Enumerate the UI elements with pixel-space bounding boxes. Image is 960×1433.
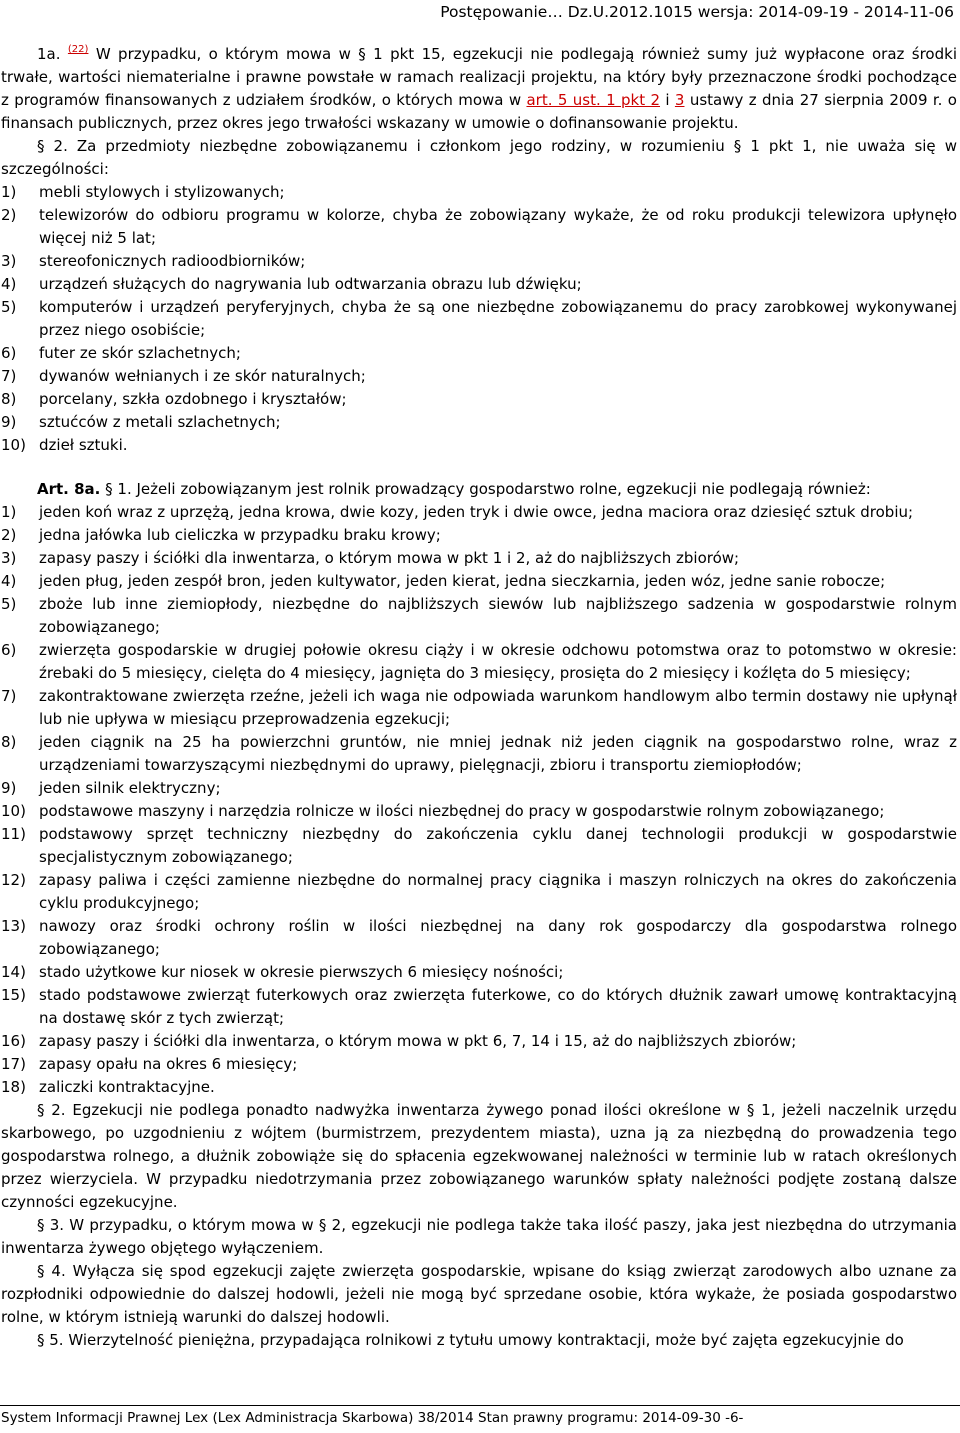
list-number: 14) xyxy=(1,963,26,981)
art-8a-heading xyxy=(1,478,957,501)
list-number: 5) xyxy=(1,298,17,316)
list-text: zapasy paszy i ściółki dla inwentarza, o którym mowa w pkt 1 i 2, aż do najbliższych zbiorów; xyxy=(39,549,740,567)
section-sign: § xyxy=(37,1331,45,1349)
list-number: 7) xyxy=(1,687,17,705)
list-number: 11) xyxy=(1,825,26,843)
list-text: stereofonicznych radioodbiorników; xyxy=(39,252,306,270)
text: 4. Wyłącza się spod egzekucji zajęte zwierzęta gospodarskie, wpisane do ksiąg zwierząt zarodowych albo uznane za rozpłodniki odpowiednie do dalszej hodowli, jeżeli nie mogą być sprzedane osobie, która wykaże, że posiada gospodarstwo rolne, w którym istnieją warunki do dalszej hodowli. xyxy=(1,1262,957,1326)
list-item xyxy=(1,869,957,915)
list-text: zaliczki kontraktacyjne. xyxy=(39,1078,215,1096)
list-item xyxy=(1,547,957,570)
list-text: dywanów wełnianych i ze skór naturalnych; xyxy=(39,367,366,385)
footer-divider xyxy=(0,1405,960,1406)
list-text: porcelany, szkła ozdobnego i kryształów; xyxy=(39,390,347,408)
paragraph-number: 1a. xyxy=(37,45,61,63)
list-item xyxy=(1,181,957,204)
list-text: stado podstawowe zwierząt futerkowych oraz zwierzęta futerkowe, co do których dłużnik zawarł umowę kontraktacyjną na dostawę skór z tych zwierząt; xyxy=(39,986,957,1027)
list-item xyxy=(1,365,957,388)
list-number: 16) xyxy=(1,1032,26,1050)
list-item xyxy=(1,388,957,411)
section-sign: § xyxy=(318,1216,327,1234)
list-number: 4) xyxy=(1,275,17,293)
list-number: 3) xyxy=(1,549,17,567)
article-title: Art. 8a. xyxy=(37,480,101,498)
document-footer: System Informacji Prawnej Lex (Lex Administracja Skarbowa) 38/2014 Stan prawny programu: 2014-09-30 -6- xyxy=(1,1410,744,1426)
list-text: jeden silnik elektryczny; xyxy=(39,779,221,797)
text: 1. Jeżeli zobowiązanym jest rolnik prowadzący gospodarstwo rolne, egzekucji nie podlegają również: xyxy=(112,480,871,498)
list-item xyxy=(1,434,957,457)
footnote-link[interactable]: (22) xyxy=(67,44,89,55)
list-item xyxy=(1,411,957,434)
list-number: 13) xyxy=(1,917,26,935)
list-text: urządzeń służących do nagrywania lub odtwarzania obrazu lub dźwięku; xyxy=(39,275,582,293)
text: 2, egzekucji nie podlega także taka ilość paszy, jaka jest niezbędna do utrzymania inwentarza żywego objętego wyłączeniem. xyxy=(1,1216,957,1257)
list-item xyxy=(1,777,957,800)
list-item xyxy=(1,823,957,869)
list-number: 9) xyxy=(1,413,17,431)
text: 5. Wierzytelność pieniężna, przypadająca rolnikowi z tytułu umowy kontraktacji, może być zajęta egzekucyjnie do xyxy=(44,1331,904,1349)
list-number: 1) xyxy=(1,183,17,201)
paragraph-2 xyxy=(1,135,957,181)
text: 1 pkt 1, nie uważa się w szczególności: xyxy=(1,137,957,178)
list-item xyxy=(1,250,957,273)
list-item xyxy=(1,273,957,296)
text: 3. W przypadku, o którym mowa w xyxy=(44,1216,319,1234)
list-item xyxy=(1,1053,957,1076)
list-number: 2) xyxy=(1,526,17,544)
list-text: zapasy opału na okres 6 miesięcy; xyxy=(39,1055,298,1073)
pkt-3-link[interactable]: 3 xyxy=(674,91,685,109)
list-text: zwierzęta gospodarskie w drugiej połowie okresu ciąży i w okresie odchowu potomstwa oraz to potomstwo w okresie: źrebaki do 5 miesięcy, cielęta do 4 miesięcy, jagnięta do 3 miesięcy, prosięta do 2 miesięcy i koźlęta do 5 miesięcy; xyxy=(39,641,957,682)
list-number: 8) xyxy=(1,390,17,408)
text: W przypadku, o którym mowa w xyxy=(88,45,359,63)
list-item xyxy=(1,342,957,365)
text: 2. Egzekucji nie podlega ponadto nadwyżka inwentarza żywego ponad ilości określone w xyxy=(44,1101,747,1119)
list-text: stado użytkowe kur niosek w okresie pierwszych 6 miesięcy nośności; xyxy=(39,963,564,981)
list-number: 6) xyxy=(1,344,17,362)
list-number: 3) xyxy=(1,252,17,270)
art-5-link[interactable]: art. 5 ust. 1 pkt 2 xyxy=(526,91,661,109)
list-number: 1) xyxy=(1,503,17,521)
paragraph-s3 xyxy=(1,1214,957,1260)
list-text: dzieł sztuki. xyxy=(39,436,128,454)
list-text: jeden ciągnik na 25 ha powierzchni gruntów, nie mniej jednak niż jeden ciągnik na gospodarstwo rolne, wraz z urządzeniami towarzyszącymi niezbędnymi do uprawy, pielęgnacji, zbioru i transportu ziemiopłodów; xyxy=(39,733,957,774)
paragraph-s4 xyxy=(1,1260,957,1329)
list-item xyxy=(1,915,957,961)
list-number: 7) xyxy=(1,367,17,385)
section-sign: § xyxy=(746,1101,755,1119)
text: 1, jeżeli naczelnik urzędu skarbowego, po uzgodnieniu z wójtem (burmistrzem, prezydentem miasta), uzna ją za niezbędną do prowadzenia tego gospodarstwa rolnego, a dłużnik zobowiąże się do spłacenia egzekwowanej należności w terminie lub w ratach określonych przez wierzyciela. W przypadku niedotrzymania przez zobowiązanego warunków spłaty należności podjęte zostaną dalsze czynności egzekucyjne. xyxy=(1,1101,957,1211)
text: 2. Za przedmioty niezbędne zobowiązanemu i członkom jego rodziny, w rozumieniu xyxy=(44,137,734,155)
list-number: 10) xyxy=(1,802,26,820)
list-item xyxy=(1,296,957,342)
section-sign: § xyxy=(105,480,113,498)
paragraph-s5 xyxy=(1,1329,957,1352)
list-number: 6) xyxy=(1,641,17,659)
document-body xyxy=(1,38,957,1352)
list-number: 5) xyxy=(1,595,17,613)
list-item xyxy=(1,1076,957,1099)
list-text: nawozy oraz środki ochrony roślin w ilości niezbędnej na dany rok gospodarczy dla gospodarstwa rolnego zobowiązanego; xyxy=(39,917,957,958)
list-text: podstawowe maszyny i narzędzia rolnicze w ilości niezbędnej do pracy w gospodarstwie rolnym zobowiązanego; xyxy=(39,802,885,820)
section-sign: § xyxy=(37,137,45,155)
list-text: jeden pług, jeden zespół bron, jeden kultywator, jeden kierat, jedna sieczkarnia, jeden wóz, jedne sanie robocze; xyxy=(39,572,886,590)
spacer xyxy=(1,457,957,478)
list-text: jeden koń wraz z uprzężą, jedna krowa, dwie kozy, jeden tryk i dwie owce, jedna maciora oraz dziesięć sztuk drobiu; xyxy=(39,503,914,521)
list-text: futer ze skór szlachetnych; xyxy=(39,344,241,362)
paragraph-s2 xyxy=(1,1099,957,1214)
list-1 xyxy=(1,181,957,457)
list-number: 2) xyxy=(1,206,17,224)
paragraph-1a xyxy=(1,38,957,135)
list-item xyxy=(1,501,957,524)
list-text: sztućców z metali szlachetnych; xyxy=(39,413,281,431)
list-number: 10) xyxy=(1,436,26,454)
list-text: mebli stylowych i stylizowanych; xyxy=(39,183,285,201)
list-item xyxy=(1,731,957,777)
list-item xyxy=(1,984,957,1030)
list-item xyxy=(1,204,957,250)
list-text: telewizorów do odbioru programu w kolorze, chyba że zobowiązany wykaże, że od roku produkcji telewizora upłynęło więcej niż 5 lat; xyxy=(39,206,957,247)
list-number: 9) xyxy=(1,779,17,797)
list-text: jedna jałówka lub cieliczka w przypadku braku krowy; xyxy=(39,526,441,544)
list-item xyxy=(1,800,957,823)
section-sign: § xyxy=(37,1262,45,1280)
list-text: podstawowy sprzęt techniczny niezbędny do zakończenia cyklu danej technologii produkcji w gospodarstwie specjalistycznym zobowiązanego; xyxy=(39,825,957,866)
document-header: Postępowanie… Dz.U.2012.1015 wersja: 2014-09-19 - 2014-11-06 xyxy=(440,3,954,21)
list-text: zboże lub inne ziemiopłody, niezbędne do najbliższych siewów lub najbliższego sadzenia w gospodarstwie rolnym zobowiązanego; xyxy=(39,595,957,636)
list-number: 8) xyxy=(1,733,17,751)
text: ustawy z dnia 27 sierpnia 2009 r. o finansach publicznych, przez okres jego trwałości wskazany w umowie o dofinansowanie projektu. xyxy=(1,91,957,132)
text: 1 pkt 15, egzekucji nie podlegają również sumy już wypłacone oraz środki trwałe, wartości niematerialne i prawne powstałe w ramach realizacji projektu, na który były przeznaczone środki pochodzące z programów finansowanych z udziałem środków, o których mowa w xyxy=(1,45,957,109)
section-sign: § xyxy=(733,137,742,155)
list-item xyxy=(1,685,957,731)
list-text: zapasy paliwa i części zamienne niezbędne do normalnej pracy ciągnika i maszyn rolniczych na okres do zakończenia cyklu produkcyjnego; xyxy=(39,871,957,912)
list-number: 17) xyxy=(1,1055,26,1073)
list-item xyxy=(1,524,957,547)
list-item xyxy=(1,570,957,593)
list-2 xyxy=(1,501,957,1099)
list-number: 18) xyxy=(1,1078,26,1096)
section-sign: § xyxy=(37,1101,45,1119)
list-number: 15) xyxy=(1,986,26,1004)
list-number: 4) xyxy=(1,572,17,590)
list-number: 12) xyxy=(1,871,26,889)
list-item xyxy=(1,639,957,685)
list-item xyxy=(1,1030,957,1053)
list-text: zakontraktowane zwierzęta rzeźne, jeżeli ich waga nie odpowiada warunkom handlowym albo termin dostawy nie upłynął lub nie upływa w miesiącu przeprowadzenia egzekucji; xyxy=(39,687,957,728)
list-item xyxy=(1,593,957,639)
section-sign: § xyxy=(358,45,366,63)
list-text: komputerów i urządzeń peryferyjnych, chyba że są one niezbędne zobowiązanemu do pracy zarobkowej wykonywanej przez niego osobiście; xyxy=(39,298,957,339)
text: i xyxy=(660,91,675,109)
section-sign: § xyxy=(37,1216,45,1234)
list-item xyxy=(1,961,957,984)
list-text: zapasy paszy i ściółki dla inwentarza, o którym mowa w pkt 6, 7, 14 i 15, aż do najbliższych zbiorów; xyxy=(39,1032,797,1050)
